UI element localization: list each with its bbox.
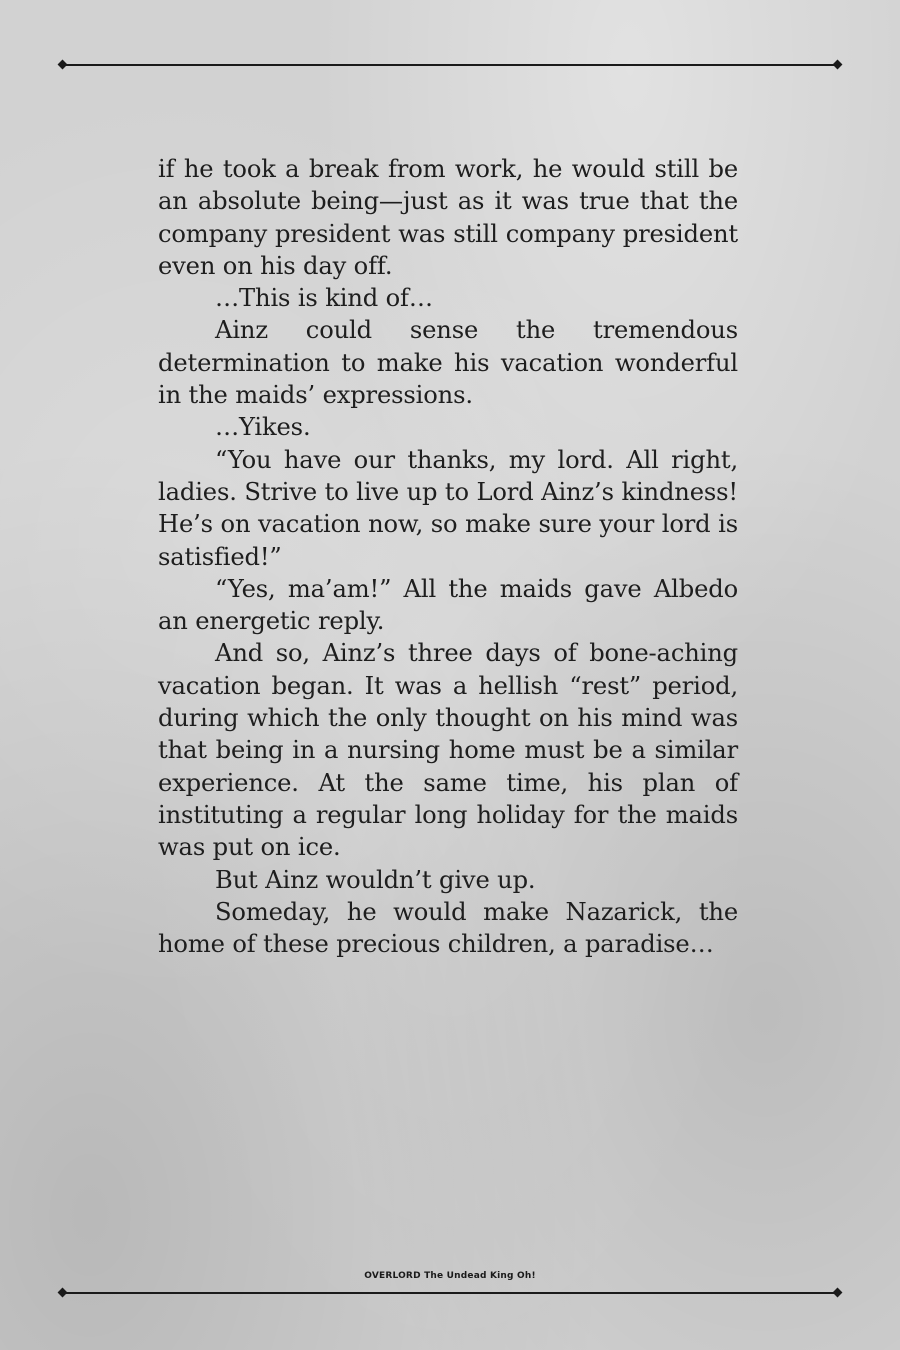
paragraph-7: And so, Ainz’s three days of bone-aching vacation began. It was a hellish “rest” period, during which the only thought on his mind was that being in a nursing home must be a similar experience. At the same time, his plan of instituting a regular long holiday for the maids was put on ice. bbox=[158, 639, 738, 862]
paragraph-3: Ainz could sense the tremendous determination to make his vacation wonderful in the maids’ expressions. bbox=[158, 316, 738, 410]
rule-line bbox=[64, 1292, 836, 1294]
bottom-ornamental-rule bbox=[58, 1288, 842, 1298]
page-body-text bbox=[158, 153, 738, 960]
rule-diamond-right bbox=[833, 1288, 843, 1298]
paragraph-6: “Yes, ma’am!” All the maids gave Albedo an energetic reply. bbox=[158, 574, 738, 636]
paragraph-1: if he took a break from work, he would still be an absolute being—just as it was true that the company president was still company president even on his day off. bbox=[158, 155, 738, 280]
rule-diamond-right bbox=[833, 60, 843, 70]
top-ornamental-rule bbox=[58, 60, 842, 70]
paragraph-2: …This is kind of… bbox=[215, 284, 433, 313]
rule-line bbox=[64, 64, 836, 66]
paragraph-9: Someday, he would make Nazarick, the home of these precious children, a paradise… bbox=[158, 897, 738, 959]
paragraph-5: “You have our thanks, my lord. All right, ladies. Strive to live up to Lord Ainz’s kindness! He’s on vacation now, so make sure your lord is satisfied!” bbox=[158, 445, 738, 571]
running-footer-title: OVERLORD The Undead King Oh! bbox=[364, 1271, 536, 1281]
paragraph-4: …Yikes. bbox=[215, 413, 311, 442]
paragraph-8: But Ainz wouldn’t give up. bbox=[215, 865, 536, 894]
